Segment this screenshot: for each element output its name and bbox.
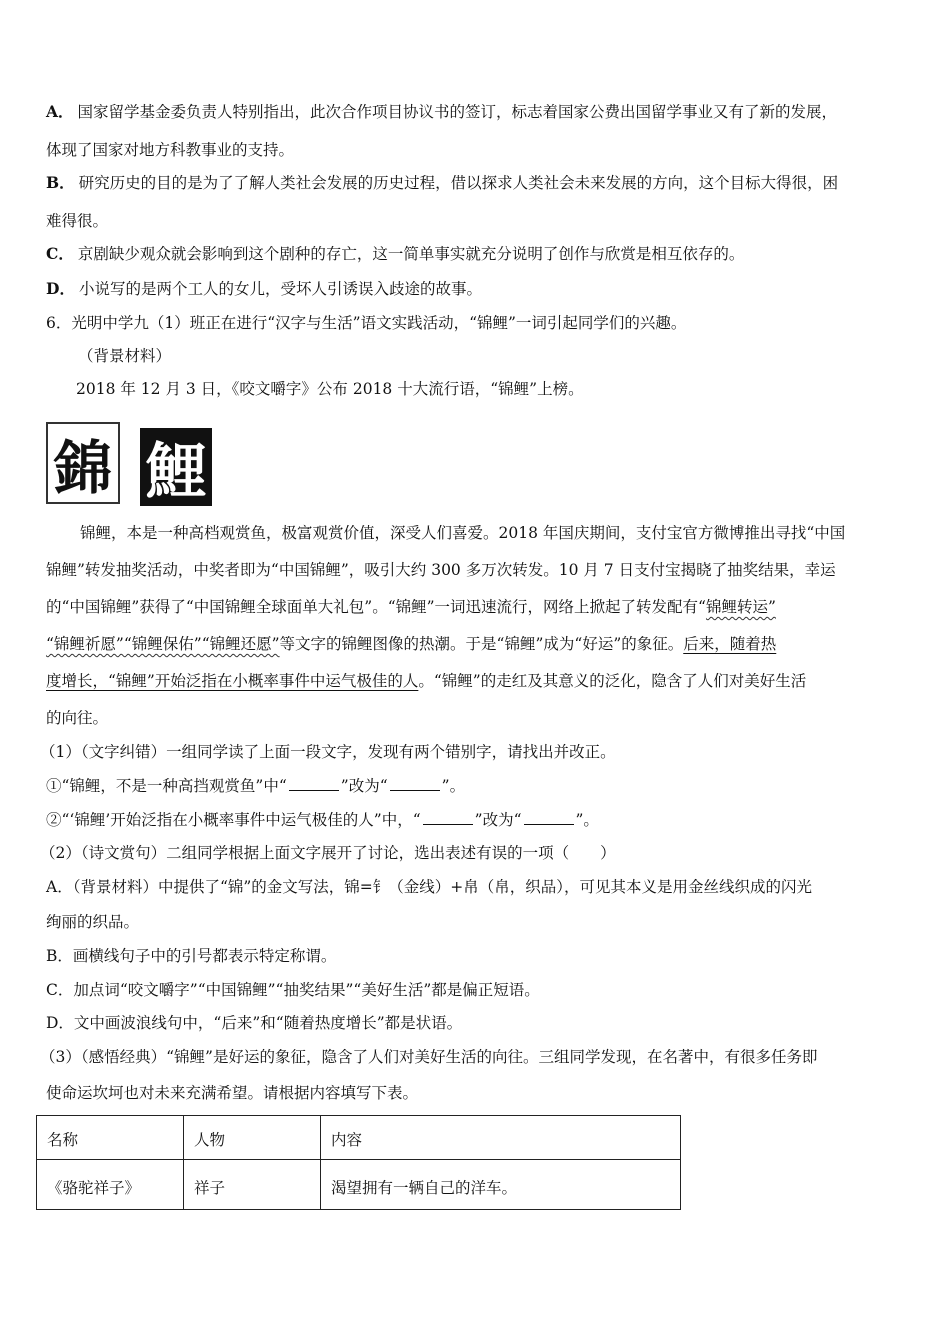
passage-line-1: 锦鲤，本是一种高档观赏鱼，极富观赏价值，深受人们喜爱。2018 年国庆期间，支付宝官方微博推出寻找“中国 [80, 524, 846, 542]
passage-line-5b: 。“锦鲤”的走红及其意义的泛化，隐含了人们对美好生活 [418, 672, 807, 690]
sub2-stem: （2）（诗文赏句）二组同学根据上面文字展开了讨论，选出表述有误的一项（ ） [40, 844, 616, 862]
passage-wavy-phrase-2: “锦鲤祈愿”“锦鲤保佑”“锦鲤还愿” [46, 635, 280, 653]
option-b-text-2: 难得很。 [46, 212, 109, 230]
table-cell-content: 渴望拥有一辆自己的洋车。 [321, 1160, 681, 1210]
option-b-text-1: 研究历史的目的是为了了解人类社会发展的历史过程，借以探求人类社会未来发展的方向，这个目标大得很，困 [78, 174, 839, 192]
option-d-line [46, 279, 482, 299]
sub1-item-2-text-c: ”。 [575, 811, 599, 829]
sub3-stem-line-2: 使命运坎坷也对未来充满希望。请根据内容填写下表。 [46, 1084, 419, 1102]
sub1-item-2-text-b: ”改为“ [474, 811, 522, 829]
background-line: 2018 年 12 月 3 日，《咬文嚼字》公布 2018 十大流行语，“锦鲤”上榜。 [76, 380, 584, 398]
option-d-text: 小说写的是两个工人的女儿，受坏人引诱误入歧途的故事。 [78, 280, 482, 298]
option-a-text-1: 国家留学基金委负责人特别指出，此次合作项目协议书的签订，标志着国家公费出国留学事业又有了新的发展， [77, 103, 838, 121]
blank-1-wrong-char[interactable] [289, 776, 339, 791]
option-c-label: C． [46, 244, 74, 263]
passage-underlined-end: 度增长，“锦鲤”开始泛指在小概率事件中运气极佳的人 [46, 672, 419, 690]
table-row [37, 1160, 681, 1210]
option-d-label: D． [46, 279, 75, 298]
question-6-stem: 6．光明中学九（1）班正在进行“汉字与生活”语文实践活动，“锦鲤”一词引起同学们的兴趣。 [46, 314, 687, 332]
option-a-label: A． [46, 102, 74, 121]
sub2-option-b: B．画横线句子中的引号都表示特定称谓。 [46, 947, 337, 965]
li-seal-script-image [140, 428, 212, 506]
sub2-option-d: D．文中画波浪线句中，“后来”和“随着热度增长”都是状语。 [46, 1014, 463, 1032]
table-cell-book: 《骆驼祥子》 [37, 1160, 184, 1210]
option-a-text-2: 体现了国家对地方科教事业的支持。 [46, 141, 295, 159]
seal-char-li: 鯉 [146, 437, 206, 507]
blank-2-wrong-char[interactable] [423, 810, 473, 825]
passage-underlined-start: 后来，随着热 [683, 635, 777, 653]
sub2-option-c: C．加点词“咬文嚼字”“中国锦鲤”“抽奖结果”“美好生活”都是偏正短语。 [46, 981, 540, 999]
sub2-option-a-line-2: 绚丽的织品。 [46, 913, 140, 931]
option-b-line-1 [46, 173, 838, 193]
option-b-label: B． [46, 173, 75, 192]
passage-line-3a: 的“中国锦鲤”获得了“中国锦鲤全球面单大礼包”。“锦鲤”一词迅速流行，网络上掀起了转发配有“ [46, 598, 706, 616]
passage-line-2: 锦鲤”转发抽奖活动，中奖者即为“中国锦鲤”，吸引大约 300 多万次转发。10 月 7 日支付宝揭晓了抽奖结果，幸运 [46, 561, 836, 579]
table-cell-character: 祥子 [184, 1160, 321, 1210]
table-header-content: 内容 [321, 1116, 681, 1160]
sub1-item-1-text-a: ①“锦鲤，不是一种高挡观赏鱼”中“ [46, 777, 287, 795]
option-c-text: 京剧缺少观众就会影响到这个剧种的存亡，这一简单事实就充分说明了创作与欣赏是相互依存的。 [77, 245, 745, 263]
jin-bronze-script-image [46, 422, 120, 504]
sub3-stem-line-1: （3）（感悟经典）“锦鲤”是好运的象征，隐含了人们对美好生活的向往。三组同学发现，在名著中，有很多任务即 [40, 1048, 818, 1066]
blank-1-correct-char[interactable] [390, 776, 440, 791]
seal-char-jin: 錦 [53, 434, 112, 502]
sub1-item-2-text-a: ②“‘锦鲤’开始泛指在小概率事件中运气极佳的人”中，“ [46, 811, 421, 829]
passage-line-4b: 等文字的锦鲤图像的热潮。于是“锦鲤”成为“好运”的象征。 [279, 635, 684, 653]
sub1-item-1 [46, 776, 465, 796]
table-header-character: 人物 [184, 1116, 321, 1160]
table-header-row [37, 1116, 681, 1160]
background-title: （背景材料） [78, 347, 172, 365]
passage-line-4 [46, 634, 776, 654]
sub2-option-a-line-1: A．（背景材料）中提供了“锦”的金文写法，锦=钅（金线）+帛（帛，织品），可见其本义是用金丝线织成的闪光 [46, 878, 813, 896]
sub1-item-2 [46, 810, 599, 830]
classics-table [36, 1115, 681, 1210]
sub1-stem: （1）（文字纠错）一组同学读了上面一段文字，发现有两个错别字，请找出并改正。 [40, 743, 616, 761]
sub1-item-1-text-b: ”改为“ [340, 777, 388, 795]
option-c-line [46, 244, 744, 264]
table-header-name: 名称 [37, 1116, 184, 1160]
sub1-item-1-text-c: ”。 [441, 777, 466, 795]
passage-line-3 [46, 597, 776, 617]
option-a-line-1 [46, 102, 837, 122]
passage-line-5 [46, 671, 806, 691]
passage-line-6: 的向往。 [46, 709, 109, 727]
blank-2-correct-char[interactable] [524, 810, 574, 825]
passage-wavy-phrase-1: 锦鲤转运” [705, 598, 776, 616]
